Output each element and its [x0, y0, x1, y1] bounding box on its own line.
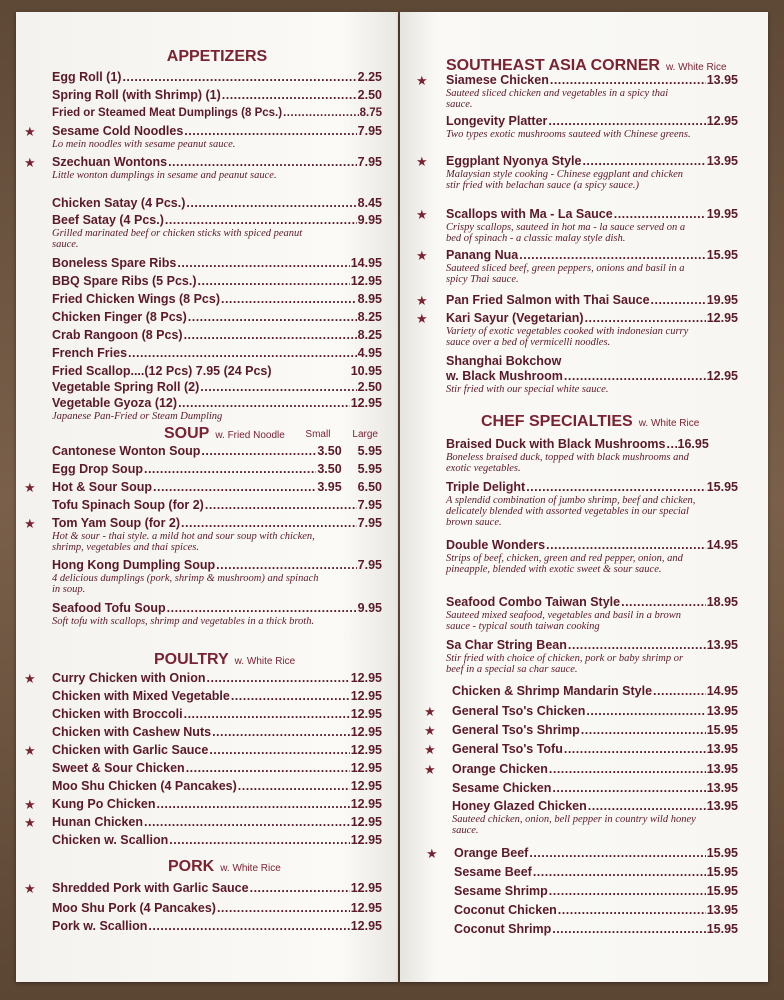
menu-item: [446, 595, 738, 632]
menu-item: [52, 380, 382, 395]
item-price: 7.95: [357, 498, 382, 512]
item-name: Chicken & Shrimp Mandarin Style: [452, 684, 653, 698]
menu-item: [52, 462, 382, 477]
star-icon: ★: [416, 154, 428, 169]
item-description: Boneless braised duck, topped with black mushrooms and exotic vegetables.: [446, 452, 689, 474]
item-price: 12.95: [350, 797, 382, 811]
section-title: POULTRY: [154, 651, 229, 668]
poultry-heading: [154, 651, 382, 669]
section-title: CHEF SPECIALTIES: [481, 413, 633, 430]
item-name: Kari Sayur (Vegetarian): [446, 311, 584, 325]
item-name: Kung Po Chicken: [52, 797, 156, 811]
menu-item: [24, 516, 382, 553]
menu-item: [52, 919, 382, 934]
menu-item: [454, 884, 738, 899]
item-price: 15.95: [706, 723, 738, 737]
item-price: 15.95: [706, 248, 738, 262]
item-description: Variety of exotic vegetables cooked with indonesian curry sauce over a bed of vermicelli noodles.: [446, 326, 689, 348]
star-icon: ★: [24, 516, 36, 531]
item-price: 13.95: [706, 799, 738, 813]
item-name: Chicken Satay (4 Pcs.): [52, 196, 186, 210]
item-name: Chicken with Cashew Nuts: [52, 725, 212, 739]
menu-item: [424, 723, 738, 738]
size-large-label: Large: [352, 429, 378, 440]
price-small: 3.50: [317, 462, 342, 476]
item-price: 8.25: [357, 328, 382, 342]
star-icon: ★: [416, 293, 428, 308]
menu-item: [52, 292, 382, 307]
menu-item: [24, 671, 382, 686]
item-price: 13.95: [706, 154, 738, 168]
pork-heading: [168, 858, 382, 876]
item-name: Shredded Pork with Garlic Sauce: [52, 881, 249, 895]
item-name: Seafood Tofu Soup: [52, 601, 166, 615]
item-price: 2.50: [357, 88, 382, 102]
item-price: 12.95: [350, 881, 382, 895]
menu-item: [446, 480, 738, 528]
section-subtitle: w. Fried Noodle: [215, 430, 285, 441]
section-title: PORK: [168, 858, 215, 875]
item-description: Two types exotic mushrooms sauteed with Chinese greens.: [446, 129, 691, 140]
item-name: Braised Duck with Black Mushrooms: [446, 437, 666, 451]
price-large: 6.50: [357, 480, 382, 494]
price-large: 5.95: [357, 444, 382, 458]
item-price: 9.95: [357, 213, 382, 227]
menu-item: [416, 248, 738, 285]
item-price: 14.95: [706, 684, 738, 698]
star-icon: ★: [416, 248, 428, 263]
item-price: 12.95: [706, 311, 738, 325]
item-price: 7.95: [357, 516, 382, 530]
item-name: BBQ Spare Ribs (5 Pcs.): [52, 274, 197, 288]
menu-item: [24, 480, 382, 495]
item-description: Grilled marinated beef or chicken sticks with spiced peanut sauce.: [52, 228, 303, 250]
item-price: 18.95: [706, 595, 738, 609]
item-price: 19.95: [706, 293, 738, 307]
item-name: Tofu Spinach Soup (for 2): [52, 498, 204, 512]
item-name: Egg Drop Soup: [52, 462, 143, 476]
item-price: 12.95: [350, 725, 382, 739]
menu-item: [454, 922, 738, 937]
item-name: Vegetable Gyoza (12): [52, 396, 178, 410]
item-price: 15.95: [706, 865, 738, 879]
item-price: 13.95: [706, 762, 738, 776]
item-price: 15.95: [706, 480, 738, 494]
item-price: 7.95: [357, 124, 382, 138]
price-small: 3.95: [317, 480, 342, 494]
item-name: Triple Delight: [446, 480, 526, 494]
item-name: Coconut Shrimp: [454, 922, 552, 936]
menu-item: [52, 707, 382, 722]
item-name: Hong Kong Dumpling Soup: [52, 558, 216, 572]
menu-item: [52, 761, 382, 776]
menu-item: [452, 684, 738, 699]
item-price: 7.95: [357, 155, 382, 169]
item-price: 10.95: [350, 364, 382, 378]
item-price: 12.95: [350, 815, 382, 829]
menu-item: [446, 354, 738, 395]
star-icon: ★: [416, 207, 428, 222]
menu-item: [416, 73, 738, 110]
menu-item: [52, 396, 382, 422]
item-price: 12.95: [350, 671, 382, 685]
item-name: Orange Beef: [454, 846, 529, 860]
item-price: 12.95: [350, 901, 382, 915]
item-name: Curry Chicken with Onion: [52, 671, 206, 685]
item-name: Crab Rangoon (8 Pcs): [52, 328, 183, 342]
section-subtitle: w. White Rice: [665, 62, 727, 73]
price-small: 3.50: [317, 444, 342, 458]
menu-item: [52, 901, 382, 916]
item-description: Crispy scallops, sauteed in hot ma - la sauce served on a bed of spinach - a classic malay style dish.: [446, 222, 686, 244]
item-name: Seafood Combo Taiwan Style: [446, 595, 621, 609]
item-name: Egg Roll (1): [52, 70, 122, 84]
item-price: 15.95: [706, 846, 738, 860]
menu-item: [452, 781, 738, 796]
item-name: Szechuan Wontons: [52, 155, 168, 169]
menu-item: [424, 742, 738, 757]
item-name: Sa Char String Bean: [446, 638, 567, 652]
item-description: Sauteed mixed seafood, vegetables and basil in a brown sauce - typical south taiwan cooking: [446, 610, 681, 632]
item-name: Chicken with Garlic Sauce: [52, 743, 209, 757]
item-name: Sesame Shrimp: [454, 884, 548, 898]
item-name: Longevity Platter: [446, 114, 548, 128]
item-price: 13.95: [706, 704, 738, 718]
star-icon: ★: [24, 671, 36, 686]
item-price: 8.45: [357, 196, 382, 210]
item-description: Sauteed chicken, onion, bell pepper in country wild honey sauce.: [452, 814, 696, 836]
menu-item: [446, 638, 738, 675]
item-name: Chicken with Broccoli: [52, 707, 183, 721]
item-name: Scallops with Ma - La Sauce: [446, 207, 613, 221]
item-name: French Fries: [52, 346, 128, 360]
menu-item: [52, 364, 382, 379]
item-price: 12.95: [350, 274, 382, 288]
menu-item: [426, 846, 738, 861]
menu-item: [446, 538, 738, 575]
item-price: 2.25: [357, 70, 382, 84]
item-price: 15.95: [706, 922, 738, 936]
item-name: Hot & Sour Soup: [52, 480, 152, 494]
item-price: 12.95: [350, 396, 382, 410]
item-description: Strips of beef, chicken, green and red pepper, onion, and pineapple, blended with exotic sweet & sour sauce.: [446, 553, 683, 575]
menu-item: [24, 124, 382, 150]
item-name: Hunan Chicken: [52, 815, 143, 829]
star-icon: ★: [424, 723, 436, 738]
menu-item: [446, 114, 738, 140]
item-price: 14.95: [706, 538, 738, 552]
item-name: General Tso's Shrimp: [452, 723, 580, 737]
item-name: Cantonese Wonton Soup: [52, 444, 201, 458]
item-name: Orange Chicken: [452, 762, 548, 776]
item-price: 12.95: [350, 779, 382, 793]
item-name: Beef Satay (4 Pcs.): [52, 213, 164, 227]
menu-item: [454, 903, 738, 918]
item-description: 4 delicious dumplings (pork, shrimp & mushroom) and spinach in soup.: [52, 573, 319, 595]
item-price: 7.95: [357, 558, 382, 572]
star-icon: ★: [24, 480, 36, 495]
item-name: Chicken Finger (8 Pcs): [52, 310, 187, 324]
item-description: Stir fried with our special white sauce.: [446, 384, 609, 395]
star-icon: ★: [426, 846, 438, 861]
item-description: Malaysian style cooking - Chinese eggplant and chicken stir fried with belachan sauce (a spicy sauce.): [446, 169, 684, 191]
menu-item: [52, 725, 382, 740]
item-name: Fried Chicken Wings (8 Pcs): [52, 292, 220, 306]
item-name: Chicken with Mixed Vegetable: [52, 689, 230, 703]
item-name: Pan Fried Salmon with Thai Sauce: [446, 293, 650, 307]
menu-item: [52, 256, 382, 271]
item-name: Boneless Spare Ribs: [52, 256, 177, 270]
section-subtitle: w. White Rice: [234, 656, 296, 667]
menu-item: [52, 70, 382, 85]
item-price: 19.95: [706, 207, 738, 221]
section-subtitle: w. White Rice: [220, 863, 281, 874]
star-icon: ★: [424, 742, 436, 757]
menu-item: [24, 815, 382, 830]
star-icon: ★: [424, 704, 436, 719]
star-icon: ★: [24, 743, 36, 758]
menu-item: [52, 779, 382, 794]
item-price: 13.95: [706, 638, 738, 652]
section-title: SOUP: [164, 425, 210, 442]
item-name: General Tso's Tofu: [452, 742, 563, 756]
price-large: 5.95: [357, 462, 382, 476]
item-price: 12.95: [350, 919, 382, 933]
menu-item: [416, 154, 738, 191]
star-icon: ★: [416, 311, 428, 326]
item-name: Sesame Beef: [454, 865, 532, 879]
item-name: Sesame Cold Noodles: [52, 124, 184, 138]
item-price: 13.95: [706, 781, 738, 795]
menu-item: [416, 311, 738, 348]
menu-item: [52, 310, 382, 325]
item-name: General Tso's Chicken: [452, 704, 586, 718]
item-price: 12.95: [350, 689, 382, 703]
item-price: 14.95: [350, 256, 382, 270]
item-name: Vegetable Spring Roll (2): [52, 380, 200, 394]
star-icon: ★: [24, 124, 36, 139]
menu-item: [416, 207, 738, 244]
item-description: Lo mein noodles with sesame peanut sauce.: [52, 139, 236, 150]
item-price: 12.95: [350, 707, 382, 721]
item-price: 8.75: [359, 107, 382, 119]
menu-item: [424, 704, 738, 719]
item-description: Hot & sour - thai style. a mild hot and sour soup with chicken, shrimp, vegetables and thai spices.: [52, 531, 315, 553]
menu-item: [52, 833, 382, 848]
item-name: Pork w. Scallion: [52, 919, 148, 933]
menu-item: [24, 797, 382, 812]
item-price: 15.95: [706, 884, 738, 898]
soup-size-headers: [305, 429, 378, 440]
item-price: 12.95: [706, 369, 738, 383]
appetizers-heading: [52, 48, 382, 66]
star-icon: ★: [416, 73, 428, 88]
menu-item: [52, 601, 382, 627]
menu-item: [454, 865, 738, 880]
item-name: Double Wonders: [446, 538, 546, 552]
menu-item: [52, 346, 382, 361]
item-name: Chicken w. Scallion: [52, 833, 169, 847]
item-description: Soft tofu with scallops, shrimp and vegetables in a thick broth.: [52, 616, 315, 627]
item-price: 12.95: [350, 761, 382, 775]
item-name: Moo Shu Chicken (4 Pancakes): [52, 779, 237, 793]
item-description: Sauteed sliced beef, green peppers, onions and basil in a spicy Thai sauce.: [446, 263, 685, 285]
item-price: 13.95: [706, 73, 738, 87]
menu-item: [52, 274, 382, 289]
item-description: Stir fried with choice of chicken, pork or baby shrimp or beef in a special sa char sauce.: [446, 653, 684, 675]
menu-item: [452, 799, 738, 836]
item-name: Coconut Chicken: [454, 903, 557, 917]
menu-item: [52, 106, 382, 121]
menu-item: [52, 196, 382, 211]
menu-item: [446, 437, 738, 474]
menu-item: [424, 762, 738, 777]
menu-item: [24, 743, 382, 758]
menu-item: [52, 444, 382, 459]
item-price: 2.50: [357, 380, 382, 394]
item-price: 4.95: [357, 346, 382, 360]
size-small-label: Small: [305, 429, 331, 440]
section-title: SOUTHEAST ASIA CORNER: [446, 57, 660, 74]
section-subtitle: w. White Rice: [638, 418, 700, 429]
item-name: Tom Yam Soup (for 2): [52, 516, 181, 530]
item-name: Moo Shu Pork (4 Pancakes): [52, 901, 216, 915]
item-name: Honey Glazed Chicken: [452, 799, 587, 813]
item-name: Spring Roll (with Shrimp) (1): [52, 88, 221, 102]
item-name: Siamese Chicken: [446, 73, 549, 87]
item-price: 8.95: [357, 292, 382, 306]
menu-item: [24, 155, 382, 181]
star-icon: ★: [424, 762, 436, 777]
item-price: 9.95: [357, 601, 382, 615]
item-price: 16.95: [677, 437, 709, 451]
star-icon: ★: [24, 815, 36, 830]
item-name: Sweet & Sour Chicken: [52, 761, 185, 775]
menu-item: [52, 328, 382, 343]
star-icon: ★: [24, 155, 36, 170]
menu-item: [24, 881, 382, 896]
menu-item: [52, 498, 382, 513]
item-description: A splendid combination of jumbo shrimp, beef and chicken, delicately blended with assorted vegetables in our special brown sauce.: [446, 495, 696, 528]
menu-item: [52, 88, 382, 103]
menu-item: [52, 558, 382, 595]
star-icon: ★: [24, 881, 36, 896]
chef-heading: [481, 413, 738, 431]
item-name: Sesame Chicken: [452, 781, 552, 795]
star-icon: ★: [24, 797, 36, 812]
item-name: Panang Nua: [446, 248, 519, 262]
item-price: 12.95: [350, 833, 382, 847]
item-name: Shanghai Bokchow: [446, 354, 562, 368]
item-description: Japanese Pan-Fried or Steam Dumpling: [52, 411, 223, 422]
item-price: 8.25: [357, 310, 382, 324]
item-description: Little wonton dumplings in sesame and peanut sauce.: [52, 170, 277, 181]
item-price: 13.95: [706, 903, 738, 917]
menu-item: [52, 689, 382, 704]
menu-item: [416, 293, 738, 308]
item-name: Eggplant Nyonya Style: [446, 154, 582, 168]
item-name: Fried or Steamed Meat Dumplings (8 Pcs.): [52, 107, 283, 119]
menu-item: [52, 213, 382, 250]
item-name-line2: w. Black Mushroom: [446, 369, 563, 383]
section-title: APPETIZERS: [166, 48, 268, 65]
item-name: Fried Scallop....(12 Pcs) 7.95 (24 Pcs): [52, 364, 272, 378]
item-price: 12.95: [706, 114, 738, 128]
item-price: 12.95: [350, 743, 382, 757]
item-price: 13.95: [706, 742, 738, 756]
item-description: Sauteed sliced chicken and vegetables in a spicy thai sauce.: [446, 88, 669, 110]
